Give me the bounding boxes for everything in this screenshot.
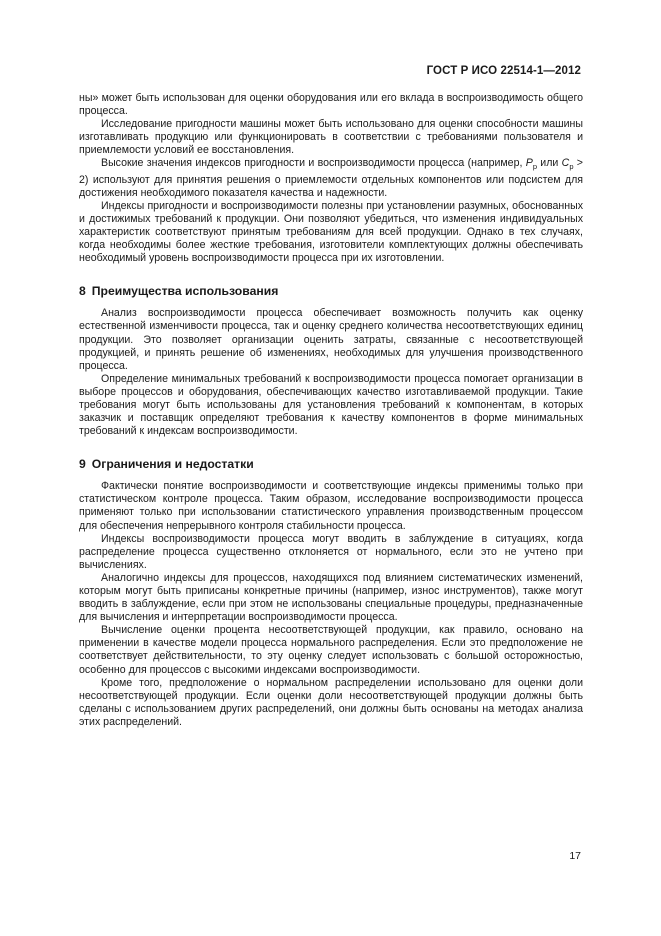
section-8-heading [79, 284, 583, 298]
section-9-paragraph: Кроме того, предположение о нормальном распределении использовано для оценки доли несоответствующей продукции. Если оценки доли несоответствующей продукции должны быть сделаны с использованием других распределений, они должны быть основаны на методах анализа этих распределений. [79, 676, 583, 728]
indices-text-after: > 2) используют для принятия решения о приемлемости отдельных компонентов или подсистем для достижения необходимого показателя качества и надежности. [79, 157, 583, 199]
paragraph-useful-indices: Индексы пригодности и воспроизводимости полезны при установлении разумных, обоснованных и достижимых требований к продукции. Они позволяют убедиться, что изменения индивидуальных характеристик соответствуют принятым требованиям для всей продукции. Однако в тех случаях, когда необходимы более жесткие требования, изготовители комплектующих должны обеспечивать необходимый уровень воспроизводимости процесса при их изготовлении. [79, 199, 583, 265]
section-9-paragraph: Аналогично индексы для процессов, находящихся под влиянием систематических изменений, которым могут быть приписаны конкретные причины (например, износ инструментов), также могут вводить в заблуждение, если при этом не использованы специальные процедуры, предназначенные для вычисления и интерпретации воспроизводимости процесса. [79, 571, 583, 624]
section-9-number: 9 [79, 457, 86, 472]
cp-symbol: C [561, 157, 570, 170]
section-8-title: Преимущества использования [91, 284, 279, 299]
paragraph-continued: ны» может быть использован для оценки оборудования или его вклада в воспроизводимость общего процесса. [79, 92, 583, 118]
paragraph-high-indices [79, 157, 583, 199]
indices-text-or: или [536, 157, 562, 170]
document-code-header: ГОСТ Р ИСО 22514-1—2012 [426, 65, 581, 77]
section-8-paragraph: Определение минимальных требований к воспроизводимости процесса помогает организации в выборе процессов и оборудования, обеспечивающих качество изготавливаемой продукции. Такие требования могут быть использованы для установления требований к компонентам, в которых заказчик и поставщик определяют требования к качеству компонентов в форме минимальных требований к индексам воспроизводимости. [79, 372, 583, 438]
section-9-heading [79, 457, 583, 471]
pp-subscript: p [532, 162, 537, 172]
section-9-paragraph: Фактически понятие воспроизводимости и соответствующие индексы применимы только при статистическом контроле процесса. Таким образом, исследование воспроизводимости процесса применяют только при использовании статистического управления производственным процессом для обеспечения непрерывного контроля стабильности процесса. [79, 480, 583, 532]
section-9-paragraph: Индексы воспроизводимости процесса могут вводить в заблуждение в ситуациях, когда распределение процесса существенно отклоняется от нормального, если это не учтено при вычислениях. [79, 532, 583, 571]
cp-subscript: p [569, 162, 574, 172]
pp-symbol: P [525, 157, 533, 170]
indices-text-before: Высокие значения индексов пригодности и воспроизводимости процесса (например, [101, 157, 526, 170]
section-8-number: 8 [79, 284, 86, 299]
section-9-paragraph: Вычисление оценки процента несоответствующей продукции, как правило, основано на применении в качестве модели процесса нормального распределения. Если это предположение не соответствует действительности, то эту оценку следует использовать с большой осторожностью, особенно для процессов с высокими индексами воспроизводимости. [79, 624, 583, 676]
page-number: 17 [569, 850, 581, 862]
paragraph-machine-capability: Исследование пригодности машины может быть использовано для оценки способности машины изготавливать продукцию или функционировать в соответствии с требованиями пользователя и приемлемости условий ее восстановления. [79, 118, 583, 157]
section-8-paragraph: Анализ воспроизводимости процесса обеспечивает возможность получить как оценку естественной изменчивости процесса, так и оценку среднего количества несоответствующих единиц продукции. Это позволяет организации оценить затраты, связанные с несоответствующей продукцией, и принять решение об изменениях, необходимых для улучшения производственного процесса. [79, 307, 583, 372]
section-9-title: Ограничения и недостатки [91, 457, 254, 472]
document-body [79, 92, 583, 729]
